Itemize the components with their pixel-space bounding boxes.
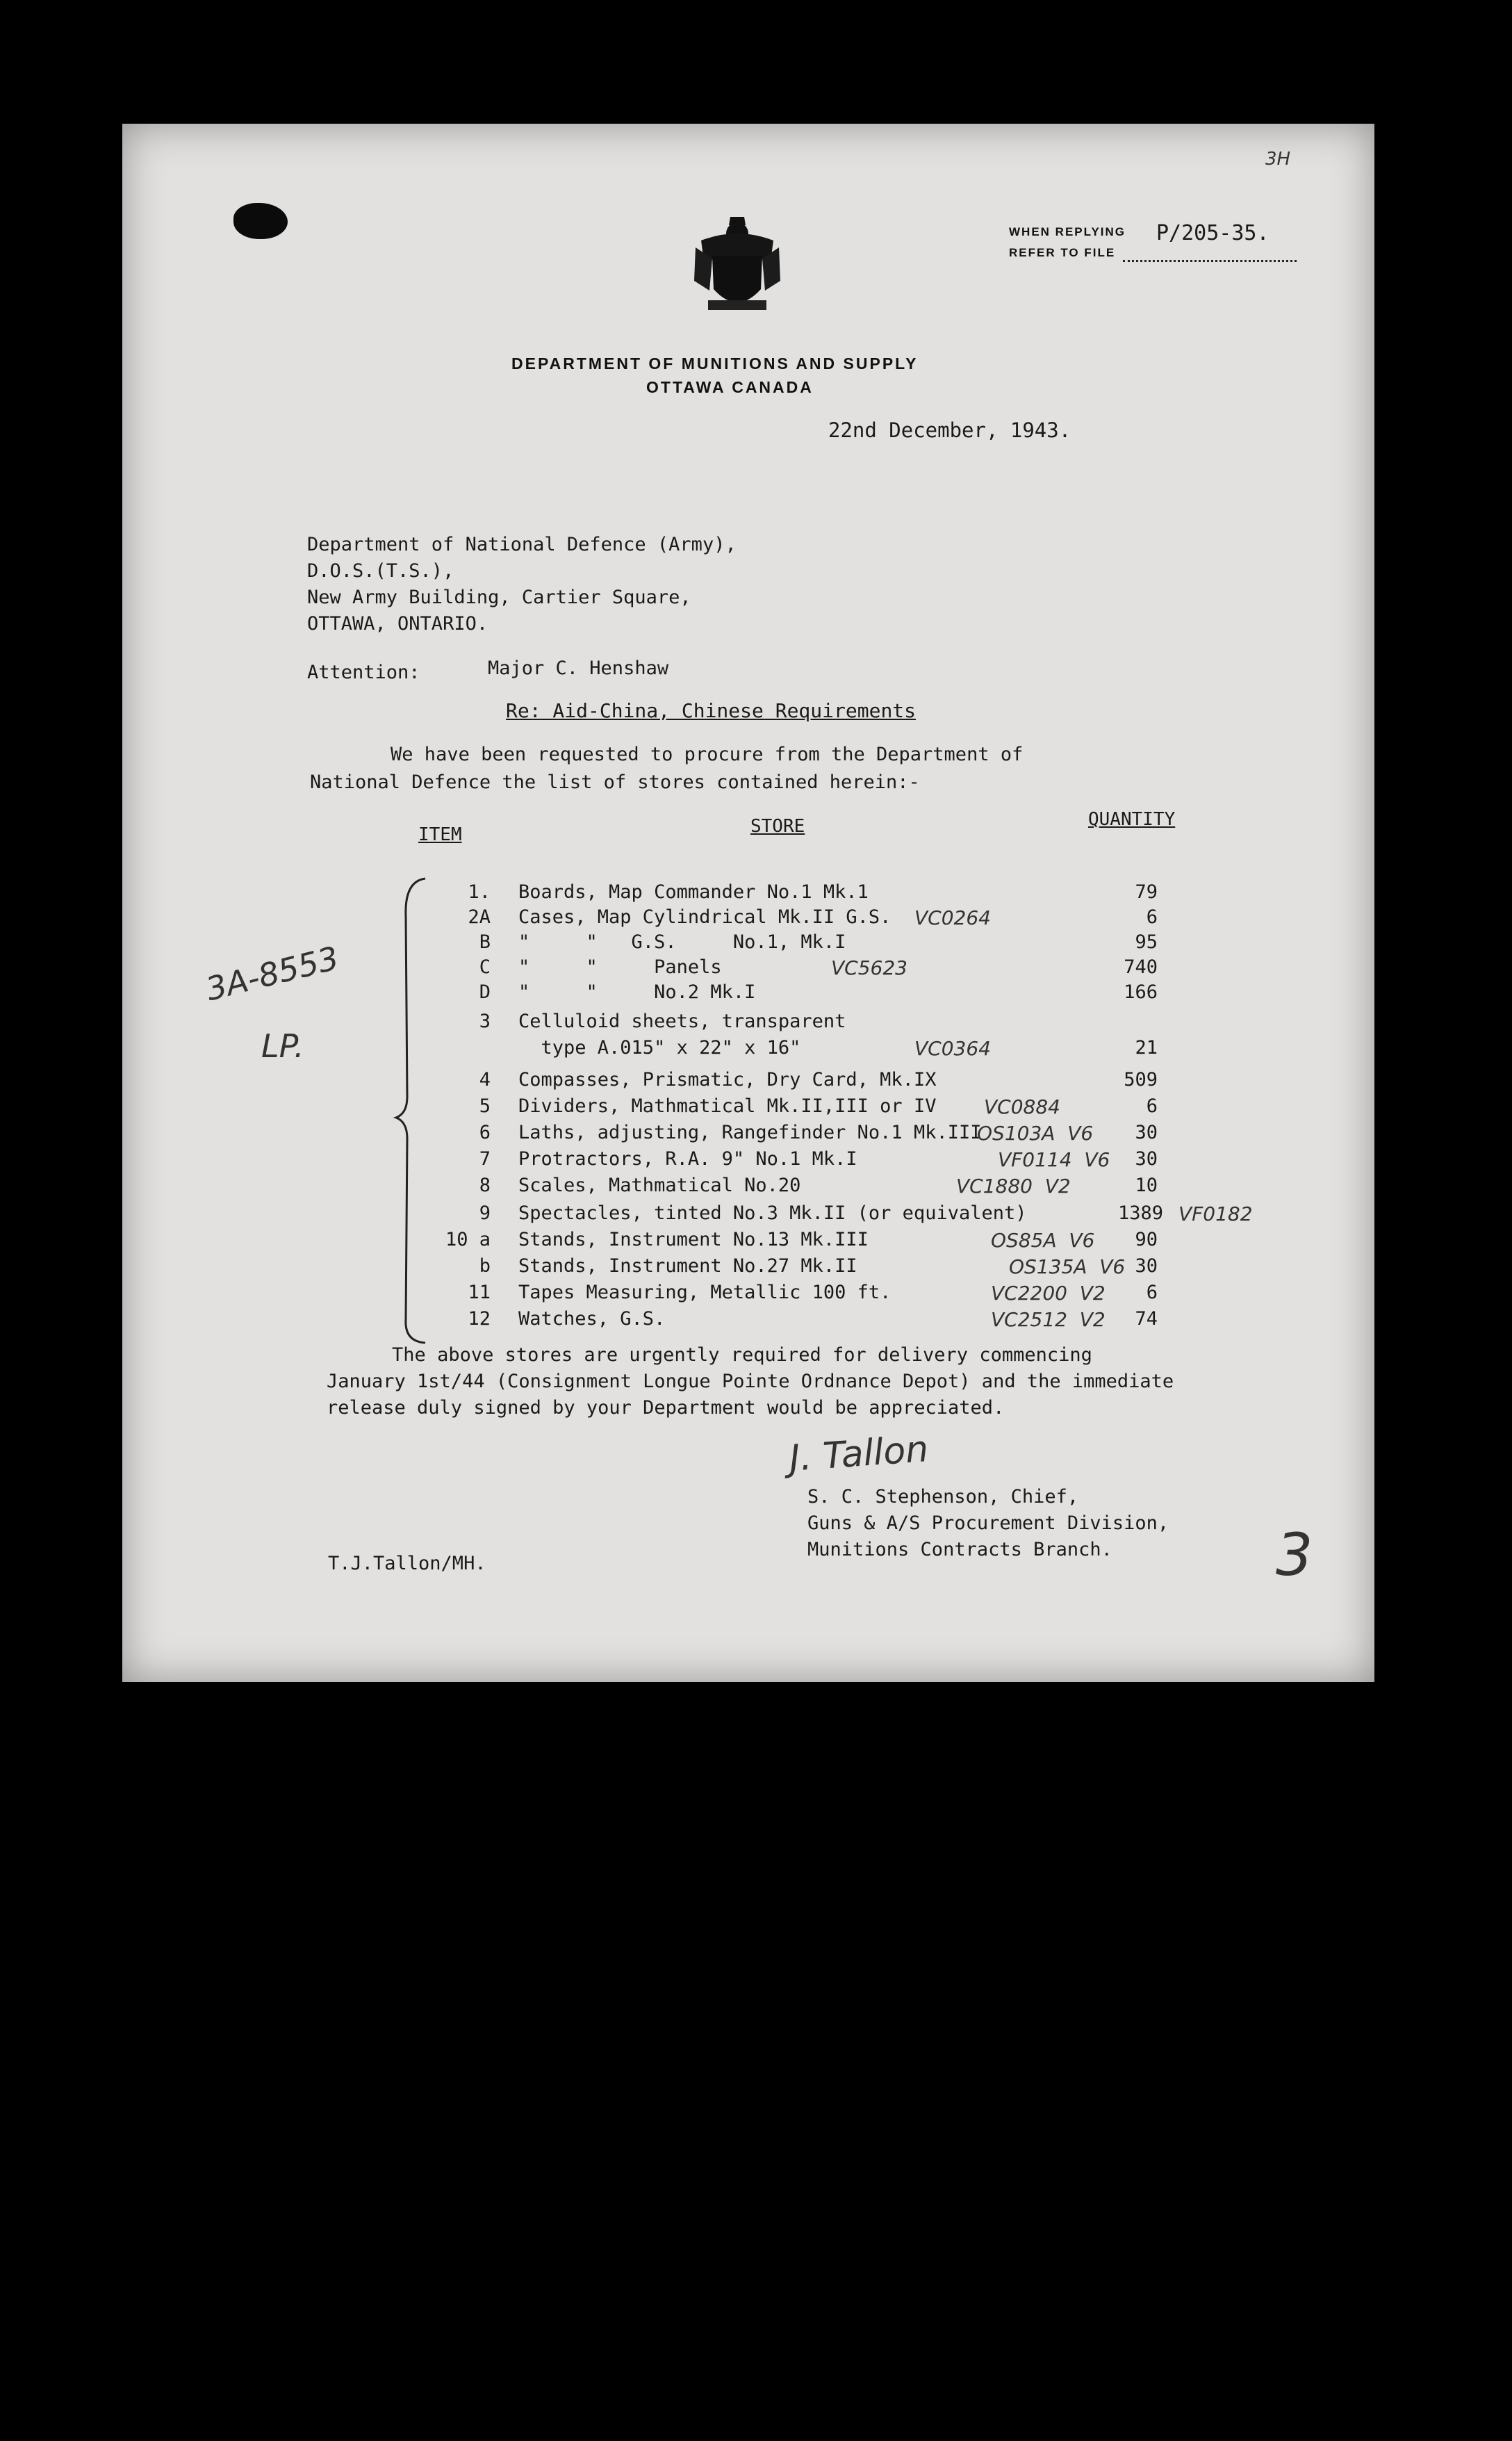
table-row	[122, 956, 1374, 983]
item-number: 2A	[468, 906, 491, 928]
ink-blot	[233, 203, 288, 239]
item-store: Celluloid sheets, transparent	[518, 1011, 846, 1032]
table-row	[122, 881, 1374, 908]
table-row	[122, 1175, 1374, 1201]
item-annotation: VC0264	[914, 906, 991, 929]
signature-line-3: Munitions Contracts Branch.	[807, 1539, 1112, 1560]
item-quantity: 166	[1124, 981, 1158, 1003]
item-quantity: 30	[1135, 1148, 1158, 1170]
when-replying-label: WHEN REPLYING	[1009, 225, 1126, 238]
item-quantity: 740	[1124, 956, 1158, 978]
item-quantity: 6	[1146, 1095, 1158, 1117]
item-store: Tapes Measuring, Metallic 100 ft.	[518, 1282, 891, 1303]
item-annotation: VF0182	[1178, 1202, 1253, 1225]
item-number: 6	[479, 1122, 491, 1143]
item-store: Stands, Instrument No.13 Mk.III	[518, 1229, 869, 1250]
item-number: 5	[479, 1095, 491, 1117]
item-store: Dividers, Mathmatical Mk.II,III or IV	[518, 1095, 937, 1117]
dept-name: DEPARTMENT OF MUNITIONS AND SUPPLY	[511, 354, 919, 373]
item-store: Compasses, Prismatic, Dry Card, Mk.IX	[518, 1069, 937, 1091]
item-store: Cases, Map Cylindrical Mk.II G.S.	[518, 906, 891, 928]
item-store: Laths, adjusting, Rangefinder No.1 Mk.III	[518, 1122, 982, 1143]
item-number: 9	[479, 1202, 491, 1224]
item-annotation: VC2200 V2	[991, 1282, 1106, 1305]
item-number: 8	[479, 1175, 491, 1196]
file-dotted-line	[1123, 260, 1297, 262]
table-row	[122, 1308, 1374, 1334]
reference-initials: T.J.Tallon/MH.	[328, 1553, 486, 1574]
letter-page	[122, 124, 1374, 1682]
item-number: B	[479, 931, 491, 953]
item-annotation: VC0364	[914, 1037, 991, 1060]
item-number: b	[479, 1255, 491, 1277]
item-number: 11	[468, 1282, 491, 1303]
item-store: " " Panels	[518, 956, 722, 978]
letter-date: 22nd December, 1943.	[828, 418, 1071, 442]
subject-line: Re: Aid-China, Chinese Requirements	[506, 699, 917, 722]
table-row	[122, 1069, 1374, 1095]
item-store: Spectacles, tinted No.3 Mk.II (or equivalent)	[518, 1202, 1027, 1224]
intro-line-1: We have been requested to procure from the Department of	[300, 744, 1024, 765]
item-annotation: OS85A V6	[991, 1229, 1095, 1252]
item-quantity: 30	[1135, 1255, 1158, 1277]
refer-to-file-label: REFER TO FILE	[1009, 246, 1116, 259]
corner-mark: 3H	[1265, 149, 1291, 170]
item-quantity: 509	[1124, 1069, 1158, 1091]
item-annotation: VC1880 V2	[956, 1175, 1071, 1198]
item-annotation: VC0884	[984, 1095, 1060, 1118]
item-number: 12	[468, 1308, 491, 1330]
item-annotation: VC5623	[831, 956, 907, 979]
item-number: 1.	[468, 881, 491, 903]
signature-line-1: S. C. Stephenson, Chief,	[807, 1486, 1079, 1508]
table-row	[122, 1037, 1374, 1063]
table-row	[122, 1011, 1374, 1037]
address-line-4: OTTAWA, ONTARIO.	[307, 613, 488, 635]
item-store: Scales, Mathmatical No.20	[518, 1175, 801, 1196]
item-quantity: 90	[1135, 1229, 1158, 1250]
item-store: " " No.2 Mk.I	[518, 981, 756, 1003]
table-row	[122, 1229, 1374, 1255]
item-number: 4	[479, 1069, 491, 1091]
item-quantity: 74	[1135, 1308, 1158, 1330]
table-row	[122, 1202, 1374, 1229]
col-header-store: STORE	[750, 816, 805, 837]
table-row	[122, 1095, 1374, 1122]
item-annotation: VC2512 V2	[991, 1308, 1106, 1331]
item-annotation: OS135A V6	[1009, 1255, 1126, 1278]
table-row	[122, 906, 1374, 933]
table-row	[122, 1255, 1374, 1282]
item-number: D	[479, 981, 491, 1003]
table-row	[122, 1148, 1374, 1175]
item-quantity: 95	[1135, 931, 1158, 953]
attention-label: Attention:	[307, 662, 420, 683]
dept-city: OTTAWA CANADA	[646, 378, 814, 396]
item-store: type A.015" x 22" x 16"	[518, 1037, 801, 1059]
item-store: Watches, G.S.	[518, 1308, 666, 1330]
closing-line-1: The above stores are urgently required for delivery commencing	[302, 1344, 1092, 1366]
file-number: P/205-35.	[1156, 221, 1269, 245]
item-store: Protractors, R.A. 9" No.1 Mk.I	[518, 1148, 857, 1170]
coat-of-arms-icon	[689, 213, 786, 317]
item-quantity: 79	[1135, 881, 1158, 903]
table-row	[122, 1282, 1374, 1308]
signature-line-2: Guns & A/S Procurement Division,	[807, 1512, 1169, 1534]
item-quantity: 30	[1135, 1122, 1158, 1143]
page-mark: 3	[1276, 1521, 1313, 1589]
closing-line-2: January 1st/44 (Consignment Longue Pointe Ordnance Depot) and the immediate	[327, 1371, 1174, 1392]
item-number: C	[479, 956, 491, 978]
margin-note-number: 3A-8553	[202, 938, 343, 1009]
table-row	[122, 1122, 1374, 1148]
address-line-2: D.O.S.(T.S.),	[307, 560, 454, 582]
item-quantity: 21	[1135, 1037, 1158, 1059]
item-number: 3	[479, 1011, 491, 1032]
col-header-item: ITEM	[418, 824, 462, 845]
item-annotation: OS103A V6	[977, 1122, 1094, 1145]
item-quantity: 6	[1146, 906, 1158, 928]
item-annotation: VF0114 V6	[998, 1148, 1110, 1171]
signature-scrawl: J. Tallon	[788, 1428, 930, 1480]
table-row	[122, 981, 1374, 1008]
table-row	[122, 931, 1374, 958]
item-store: Stands, Instrument No.27 Mk.II	[518, 1255, 857, 1277]
item-quantity: 10	[1135, 1175, 1158, 1196]
attention-name: Major C. Henshaw	[488, 658, 669, 679]
margin-note-initials: LP.	[261, 1027, 304, 1065]
item-quantity: 1389	[1117, 1202, 1163, 1224]
intro-line-2: National Defence the list of stores contained herein:-	[310, 772, 920, 793]
item-store: Boards, Map Commander No.1 Mk.1	[518, 881, 869, 903]
item-number: 10 a	[445, 1229, 491, 1250]
item-store: " " G.S. No.1, Mk.I	[518, 931, 846, 953]
address-line-1: Department of National Defence (Army),	[307, 534, 737, 555]
closing-line-3: release duly signed by your Department would be appreciated.	[327, 1397, 1005, 1419]
address-line-3: New Army Building, Cartier Square,	[307, 587, 691, 608]
col-header-quantity: QUANTITY	[1088, 809, 1176, 830]
item-quantity: 6	[1146, 1282, 1158, 1303]
item-number: 7	[479, 1148, 491, 1170]
